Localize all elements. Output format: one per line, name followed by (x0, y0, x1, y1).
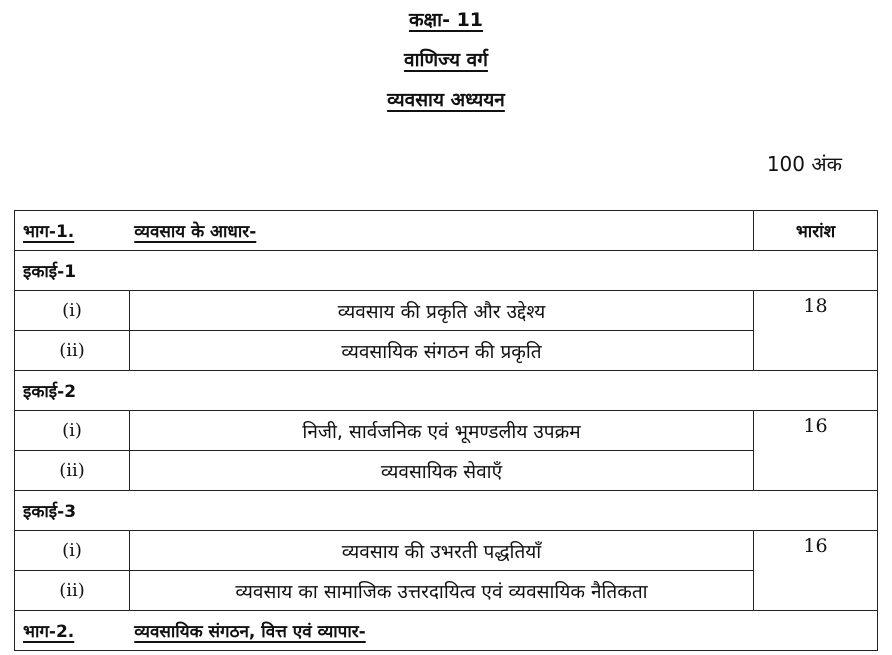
topic-row (15, 451, 878, 491)
topic-row (15, 531, 878, 571)
topic-number: (ii) (15, 571, 130, 611)
part1-heading (15, 211, 754, 251)
unit-row (15, 371, 878, 411)
topic-text: व्यवसायिक सेवाएँ (130, 451, 754, 491)
unit-row (15, 491, 878, 531)
topic-text: निजी, सार्वजनिक एवं भूमण्डलीय उपक्रम (130, 411, 754, 451)
part1-label: भाग-1. (23, 222, 75, 242)
topic-number: (i) (15, 411, 130, 451)
weight-header: भारांश (754, 211, 878, 251)
part1-title: व्यवसाय के आधार- (134, 222, 257, 242)
part2-label: भाग-2. (23, 622, 75, 642)
topic-text: व्यवसाय का सामाजिक उत्तरदायित्व एवं व्यवसायिक नैतिकता (130, 571, 754, 611)
part2-header-row (15, 611, 878, 651)
topic-row (15, 291, 878, 331)
syllabus-table (14, 210, 878, 651)
part2-title: व्यवसायिक संगठन, वित्त एवं व्यापार- (134, 622, 366, 642)
unit-2-weight: 16 (754, 411, 878, 491)
total-marks: 100 अंक (766, 152, 842, 176)
subject-title: व्यवसाय अध्ययन (387, 89, 505, 111)
topic-text: व्यवसायिक संगठन की प्रकृति (130, 331, 754, 371)
topic-number: (i) (15, 531, 130, 571)
topic-row (15, 331, 878, 371)
topic-number: (ii) (15, 451, 130, 491)
unit-3-label: इकाई-3 (15, 491, 878, 531)
topic-text: व्यवसाय की उभरती पद्धतियाँ (130, 531, 754, 571)
part2-heading (15, 611, 878, 651)
unit-2-label: इकाई-2 (15, 371, 878, 411)
stream-title: वाणिज्य वर्ग (404, 49, 488, 71)
topic-number: (i) (15, 291, 130, 331)
topic-row (15, 411, 878, 451)
unit-1-weight: 18 (754, 291, 878, 371)
part1-header-row (15, 211, 878, 251)
unit-3-weight: 16 (754, 531, 878, 611)
class-title: कक्षा- 11 (408, 9, 484, 31)
topic-text: व्यवसाय की प्रकृति और उद्देश्य (130, 291, 754, 331)
topic-number: (ii) (15, 331, 130, 371)
unit-1-label: इकाई-1 (15, 251, 878, 291)
topic-row (15, 571, 878, 611)
unit-row (15, 251, 878, 291)
